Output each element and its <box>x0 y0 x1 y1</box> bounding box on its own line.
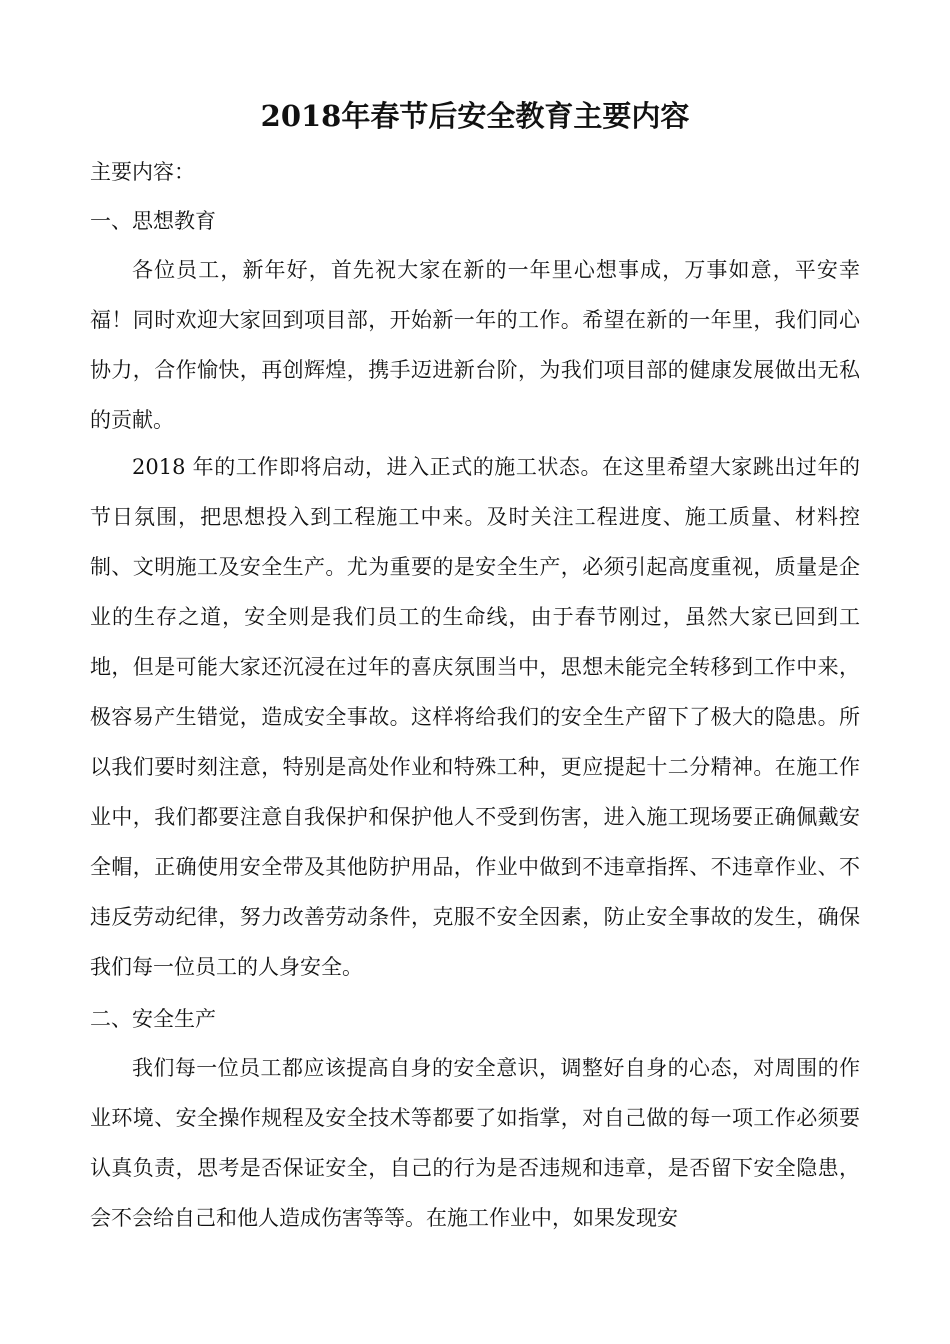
document-title: 2018年春节后安全教育主要内容 <box>260 99 690 133</box>
section-heading-safety: 二、安全生产 <box>90 1007 216 1031</box>
paragraph-greeting: 各位员工，新年好，首先祝大家在新的一年里心想事成，万事如意，平安幸福！同时欢迎大家回到项目部，开始新一年的工作。希望在新的一年里，我们同心协力，合作愉快，再创辉煌，携手迈进新台阶，为我们项目部的健康发展做出无私的贡献。 <box>90 258 860 432</box>
paragraph-safety-awareness: 我们每一位员工都应该提高自身的安全意识，调整好自身的心态，对周围的作业环境、安全操作规程及安全技术等都要了如指掌，对自己做的每一项工作必须要认真负责，思考是否保证安全，自己的行为是否违规和违章，是否留下安全隐患，会不会给自己和他人造成伤害等等。在施工作业中，如果发现安 <box>90 1056 860 1230</box>
intro-label: 主要内容： <box>90 160 195 184</box>
paragraph-work-start: 2018 年的工作即将启动，进入正式的施工状态。在这里希望大家跳出过年的节日氛围，把思想投入到工程施工中来。及时关注工程进度、施工质量、材料控制、文明施工及安全生产。尤为重要的是安全生产，必须引起高度重视，质量是企业的生存之道，安全则是我们员工的生命线，由于春节刚过，虽然大家已回到工地，但是可能大家还沉浸在过年的喜庆氛围当中，思想未能完全转移到工作中来，极容易产生错觉，造成安全事故。这样将给我们的安全生产留下了极大的隐患。所以我们要时刻注意，特别是高处作业和特殊工种，更应提起十二分精神。在施工作业中，我们都要注意自我保护和保护他人不受到伤害，进入施工现场要正确佩戴安全帽，正确使用安全带及其他防护用品，作业中做到不违章指挥、不违章作业、不违反劳动纪律，努力改善劳动条件，克服不安全因素，防止安全事故的发生，确保我们每一位员工的人身安全。 <box>90 455 860 979</box>
section-heading-ideology: 一、思想教育 <box>90 209 216 233</box>
